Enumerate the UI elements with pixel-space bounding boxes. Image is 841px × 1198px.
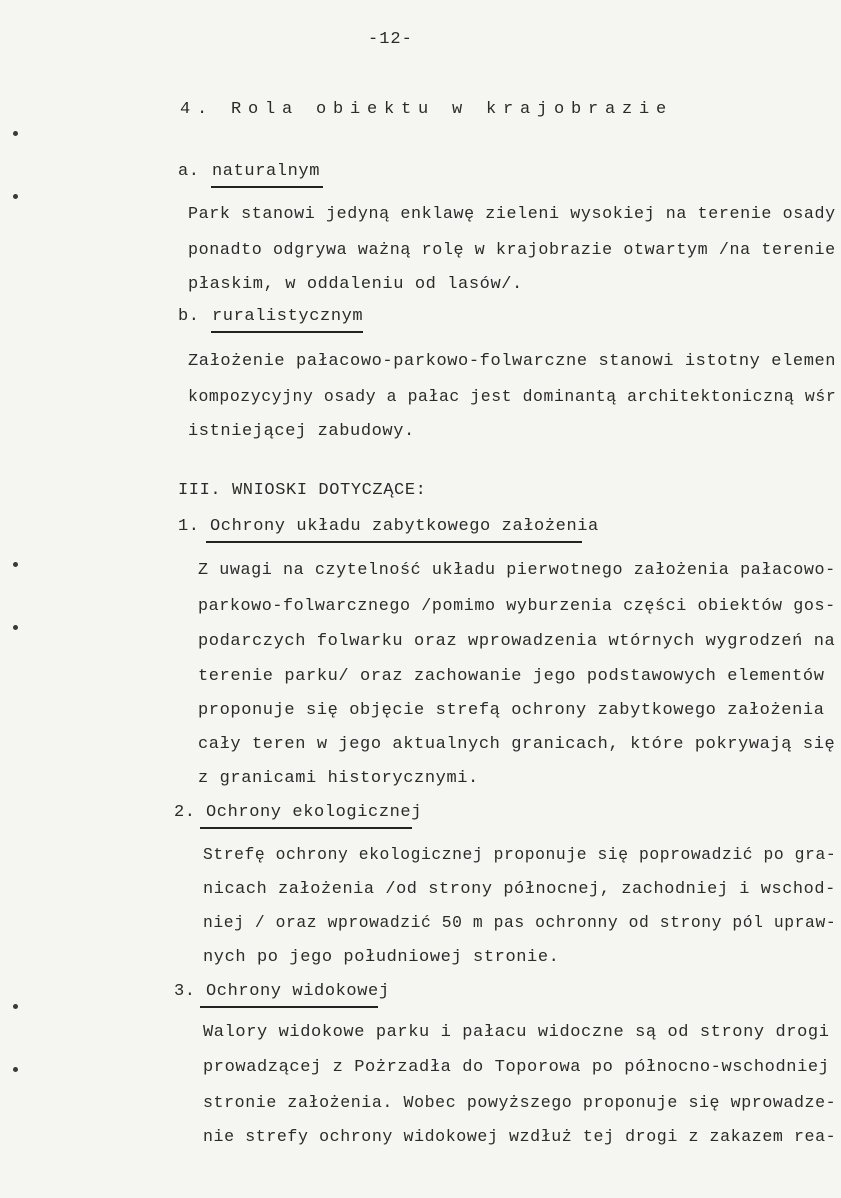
- paragraph-line: ponadto odgrywa ważną rolę w krajobrazie otwartym /na terenie: [188, 241, 836, 260]
- underline: [211, 186, 323, 188]
- binder-hole: [13, 1067, 18, 1072]
- item-2-label: 2.: [174, 803, 196, 822]
- paragraph-line: terenie parku/ oraz zachowanie jego podstawowych elementów: [198, 667, 825, 686]
- subsection-a-heading: naturalnym: [212, 162, 321, 181]
- subsection-b-heading: ruralistycznym: [212, 307, 364, 326]
- binder-hole: [13, 1004, 18, 1009]
- paragraph-line: niej / oraz wprowadzić 50 m pas ochronny od strony pól upraw-: [203, 914, 837, 933]
- paragraph-line: płaskim, w oddaleniu od lasów/.: [188, 275, 523, 294]
- paragraph-line: cały teren w jego aktualnych granicach, które pokrywają się: [198, 735, 836, 754]
- item-3-heading: Ochrony widokowej: [206, 982, 390, 1001]
- paragraph-line: parkowo-folwarcznego /pomimo wyburzenia części obiektów gos-: [198, 597, 836, 616]
- paragraph-line: stronie założenia. Wobec powyższego proponuje się wprowadze-: [203, 1094, 837, 1113]
- paragraph-line: z granicami historycznymi.: [198, 769, 479, 788]
- underline: [200, 827, 412, 829]
- binder-hole: [13, 194, 18, 199]
- binder-hole: [13, 131, 18, 136]
- paragraph-line: proponuje się objęcie strefą ochrony zabytkowego założenia: [198, 701, 825, 720]
- page-number: -12-: [368, 30, 413, 49]
- paragraph-line: istniejącej zabudowy.: [188, 422, 415, 441]
- underline: [200, 1006, 378, 1008]
- binder-hole: [13, 625, 18, 630]
- section-3-title: III. WNIOSKI DOTYCZĄCE:: [178, 481, 427, 500]
- paragraph-line: Z uwagi na czytelność układu pierwotnego założenia pałacowo-: [198, 561, 836, 580]
- item-1-label: 1.: [178, 517, 200, 536]
- item-3-label: 3.: [174, 982, 196, 1001]
- paragraph-line: nicach założenia /od strony północnej, zachodniej i wschod-: [203, 880, 836, 899]
- paragraph-line: nych po jego południowej stronie.: [203, 948, 560, 967]
- binder-hole: [13, 562, 18, 567]
- underline: [211, 331, 363, 333]
- subsection-a-label: a.: [178, 162, 200, 181]
- paragraph-line: podarczych folwarku oraz wprowadzenia wtórnych wygrodzeń na: [198, 632, 836, 651]
- paragraph-line: prowadzącej z Pożrzadła do Toporowa po północno-wschodniej: [203, 1058, 830, 1077]
- paragraph-line: Strefę ochrony ekologicznej proponuje się poprowadzić po gra-: [203, 846, 837, 865]
- paragraph-line: Walory widokowe parku i pałacu widoczne są od strony drogi: [203, 1023, 830, 1042]
- subsection-b-label: b.: [178, 307, 200, 326]
- paragraph-line: kompozycyjny osady a pałac jest dominantą architektoniczną wśr: [188, 388, 837, 407]
- item-1-heading: Ochrony układu zabytkowego założenia: [210, 517, 599, 536]
- item-2-heading: Ochrony ekologicznej: [206, 803, 423, 822]
- paragraph-line: Park stanowi jedyną enklawę zieleni wysokiej na terenie osady: [188, 205, 836, 224]
- underline: [206, 541, 582, 543]
- paragraph-line: nie strefy ochrony widokowej wzdłuż tej drogi z zakazem rea-: [203, 1128, 837, 1147]
- paragraph-line: Założenie pałacowo-parkowo-folwarczne stanowi istotny elemen: [188, 352, 837, 371]
- section-4-title: 4. Rola obiektu w krajobrazie: [180, 100, 674, 119]
